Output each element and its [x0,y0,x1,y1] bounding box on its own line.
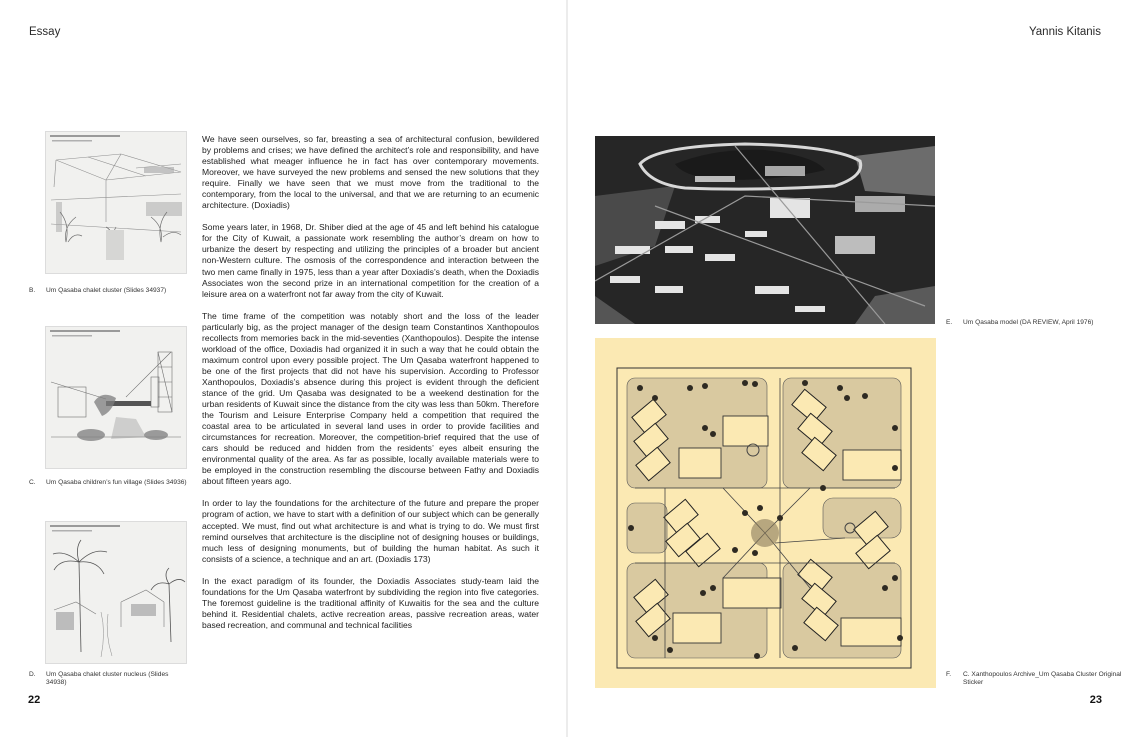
figure-b-letter: B. [29,287,36,294]
running-head-left: Essay [29,26,61,38]
figure-e-caption-text: Um Qasaba model (DA REVIEW, April 1976) [963,319,1094,326]
figure-c-letter: C. [29,479,36,486]
paragraph-paradigm: In the exact paradigm of its founder, the Doxiadis Associates study-team laid the foundations for the Um Qasaba waterfront by subdividing the region into five categories. The foremost guideline is the traditional affinity of Kuwaitis for the sea and the culture behind it. Residential chalets, active recreation areas, passive recreation areas, water based recreation, and communal and technical facilities [202,575,539,630]
figure-f-caption-text: C. Xanthopoulos Archive_Um Qasaba Cluster Original Sticker [963,671,1122,686]
figure-d-caption-text: Um Qasaba chalet cluster nucleus (Slides 34938) [46,671,169,686]
paragraph-doxiadis-quote-2: In order to lay the foundations for the architecture of the future and prepare the proper program of action, we have to start with a definition of our subject which can be generally accepted. We must, find out what architecture is and what is trying to do. We must first remind ourselves that architecture is the discipline not of designing houses or buildings, much less of designing monuments, but of building the human habitat. As such it consists of a science, a technique and an art. (Doxiadis 173) [202,498,539,564]
page-number-right: 23 [1089,694,1102,706]
figure-f-cluster-plan [595,338,936,688]
figure-c-caption-text: Um Qasaba children’s fun village (Slides 34936) [46,479,187,486]
figure-e-model-photo [595,136,935,324]
paragraph-competition: The time frame of the competition was notably short and the loss of the leader particularly big, as the project manager of the design team Constantinos Xanthopoulos recollects from memories back in the mid-seventies (Xanthopoulos). Despite the intense workload of the office, Doxiadis had organized it in such a way that he could obtain the maximum control upon every possible project. The Um Qasaba waterfront happened to be one of the first projects that did not have his supervision. According to Professor Xanthopoulos, Doxiadis’s absence during this project is evident through the deficient stance of the grid. Um Qasaba was designated to be a weekend destination for the urban residents of Kuwait since the distance from the city was less than 50km. Therefore the Tourism and Leisure Enterprise Company held a competition that required the coastal area to be articulated in several land uses in order to provide facilities and circumstances for recreation. Moreover, the competition-brief required that the use of cars should be reduced and hidden from the residents’ eyes albeit ensuring the environmental quality of the area. As far as possible, locally available materials were to be employed in the construction resembling the discourse between Fathy and Doxiadis about fifteen years ago. [202,310,539,487]
figure-c-sketch-fun-village [45,326,187,469]
figure-b-sketch-chalet-cluster [45,131,187,274]
figure-f-letter: F. [946,671,952,678]
running-head-right: Yannis Kitanis [1028,26,1101,38]
left-page [0,0,566,737]
figure-d-sketch-chalet-nucleus [45,521,187,664]
paragraph-shiber: Some years later, in 1968, Dr. Shiber died at the age of 45 and left behind his catalogue for the City of Kuwait, a passionate work resembling the author’s dream on how to urbanize the desert by respecting and utilizing the principles of a broader but ancient non-Western culture. The osmosis of the correspondence and interaction between the two men came finally in 1975, less than a year after Doxiadis’s death, when the Doxiadis Associates won the second prize in an international competition for the creation of a leisure area on a waterfront not far away from the city of Kuwait. [202,222,539,299]
figure-b-caption-text: Um Qasaba chalet cluster (Slides 34937) [46,287,167,294]
essay-body-text [202,134,539,642]
figure-e-letter: E. [946,319,953,326]
page-number-left: 22 [28,694,41,706]
figure-d-letter: D. [29,671,36,678]
paragraph-doxiadis-quote-1: We have seen ourselves, so far, breasting a sea of architectural confusion, bewildered by problems and crises; we have defined the architect’s role and responsibility, and have established what meager influence he in fact has over contemporary movements. Moreover, we have surveyed the new problems and sensed the new solutions that they require. Finally we have seen that we must move from the traditional to the contemporary, from the local to the universal, and that we are returning to an ecumenic architecture. (Doxiadis) [202,134,539,211]
